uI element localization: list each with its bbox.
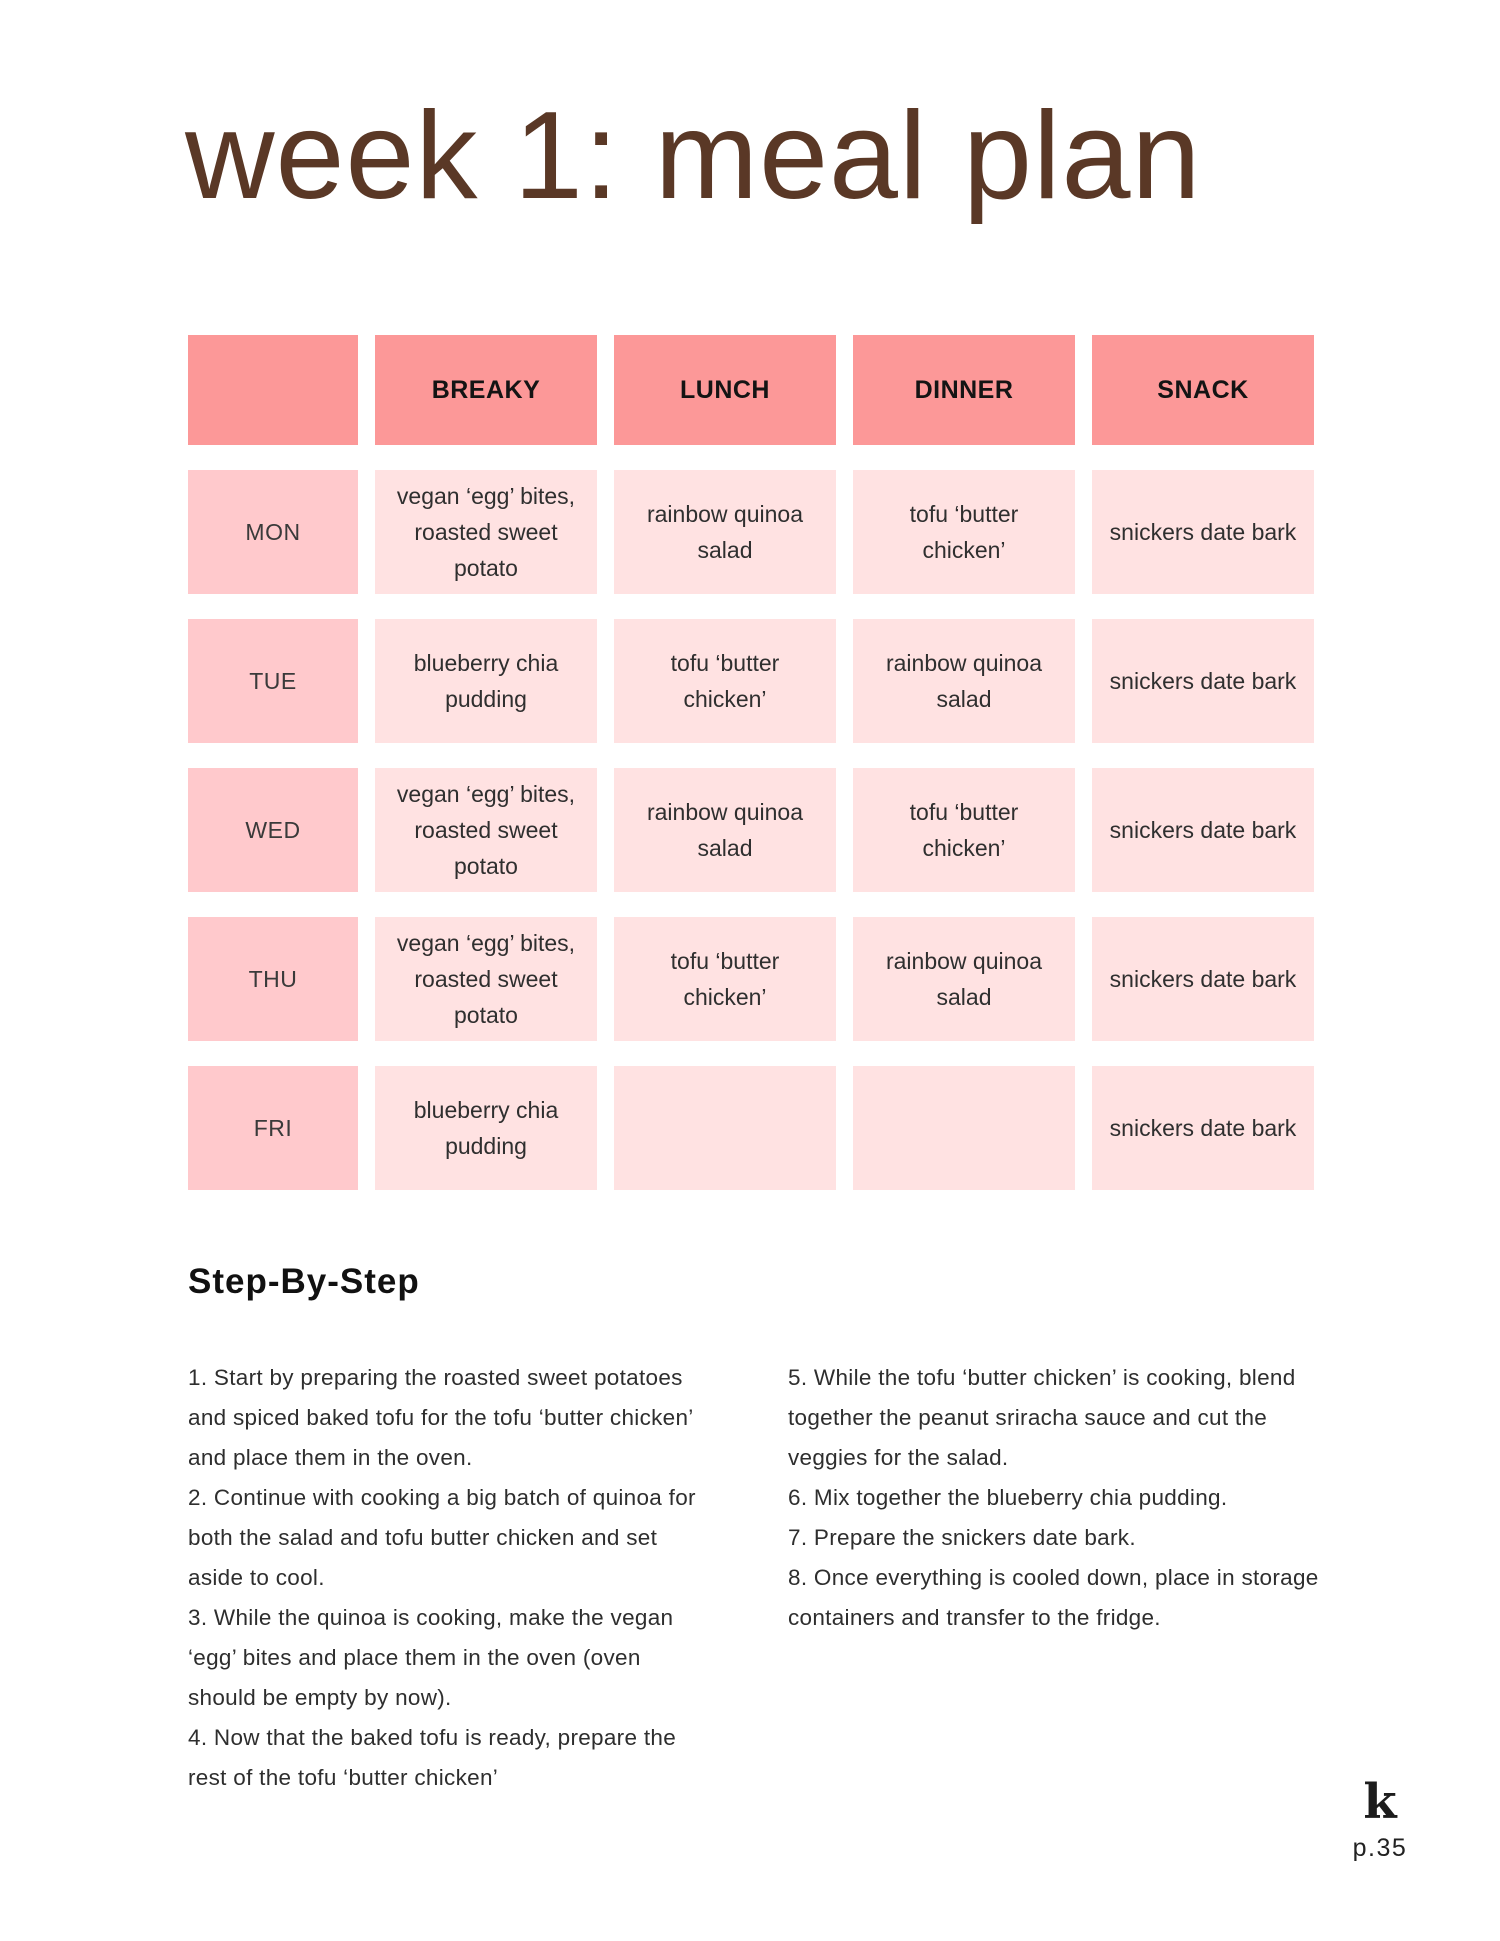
step-1: 1. Start by preparing the roasted sweet potatoes and spiced baked tofu for the tofu ‘butter chicken’ and place them in the oven. (188, 1365, 693, 1470)
steps-left-column (188, 1358, 708, 1798)
meal-cell-thu-breaky: vegan ‘egg’ bites, roasted sweet potato (375, 917, 597, 1041)
day-label-fri: FRI (188, 1066, 358, 1190)
column-header-lunch: LUNCH (614, 335, 836, 445)
step-7: 7. Prepare the snickers date bark. (788, 1525, 1136, 1550)
meal-cell-wed-snack: snickers date bark (1092, 768, 1314, 892)
meal-cell-tue-lunch: tofu ‘butter chicken’ (614, 619, 836, 743)
page-title: week 1: meal plan (185, 87, 1202, 225)
step-8: 8. Once everything is cooled down, place in storage containers and transfer to the fridge. (788, 1565, 1319, 1630)
meal-cell-mon-lunch: rainbow quinoa salad (614, 470, 836, 594)
meal-cell-tue-breaky: blueberry chia pudding (375, 619, 597, 743)
day-label-tue: TUE (188, 619, 358, 743)
day-label-wed: WED (188, 768, 358, 892)
meal-cell-wed-lunch: rainbow quinoa salad (614, 768, 836, 892)
day-label-mon: MON (188, 470, 358, 594)
table-corner-cell (188, 335, 358, 445)
step-6: 6. Mix together the blueberry chia pudding. (788, 1485, 1228, 1510)
page-number: p.35 (1352, 1834, 1408, 1862)
step-2: 2. Continue with cooking a big batch of quinoa for both the salad and tofu butter chicken and set aside to cool. (188, 1485, 696, 1590)
meal-cell-wed-dinner: tofu ‘butter chicken’ (853, 768, 1075, 892)
column-header-dinner: DINNER (853, 335, 1075, 445)
step-3: 3. While the quinoa is cooking, make the vegan ‘egg’ bites and place them in the oven (oven should be empty by now). (188, 1605, 674, 1710)
meal-cell-fri-snack: snickers date bark (1092, 1066, 1314, 1190)
meal-cell-tue-dinner: rainbow quinoa salad (853, 619, 1075, 743)
footer (1310, 1774, 1450, 1863)
day-label-thu: THU (188, 917, 358, 1041)
meal-cell-fri-breaky: blueberry chia pudding (375, 1066, 597, 1190)
meal-plan-table (188, 335, 1314, 1190)
meal-cell-thu-lunch: tofu ‘butter chicken’ (614, 917, 836, 1041)
brand-logo-k: k (1363, 1774, 1397, 1830)
meal-cell-fri-dinner (853, 1066, 1075, 1190)
meal-cell-fri-lunch (614, 1066, 836, 1190)
step-5: 5. While the tofu ‘butter chicken’ is cooking, blend together the peanut sriracha sauce and cut the veggies for the salad. (788, 1365, 1296, 1470)
meal-cell-thu-snack: snickers date bark (1092, 917, 1314, 1041)
steps-right-column (788, 1358, 1343, 1798)
meal-cell-mon-breaky: vegan ‘egg’ bites, roasted sweet potato (375, 470, 597, 594)
step-4: 4. Now that the baked tofu is ready, prepare the rest of the tofu ‘butter chicken’ (188, 1725, 677, 1790)
meal-cell-thu-dinner: rainbow quinoa salad (853, 917, 1075, 1041)
steps-heading: Step-By-Step (188, 1262, 420, 1301)
column-header-breaky: BREAKY (375, 335, 597, 445)
meal-cell-mon-dinner: tofu ‘butter chicken’ (853, 470, 1075, 594)
steps-section (188, 1358, 1343, 1798)
meal-cell-wed-breaky: vegan ‘egg’ bites, roasted sweet potato (375, 768, 597, 892)
column-header-snack: SNACK (1092, 335, 1314, 445)
meal-cell-mon-snack: snickers date bark (1092, 470, 1314, 594)
meal-cell-tue-snack: snickers date bark (1092, 619, 1314, 743)
